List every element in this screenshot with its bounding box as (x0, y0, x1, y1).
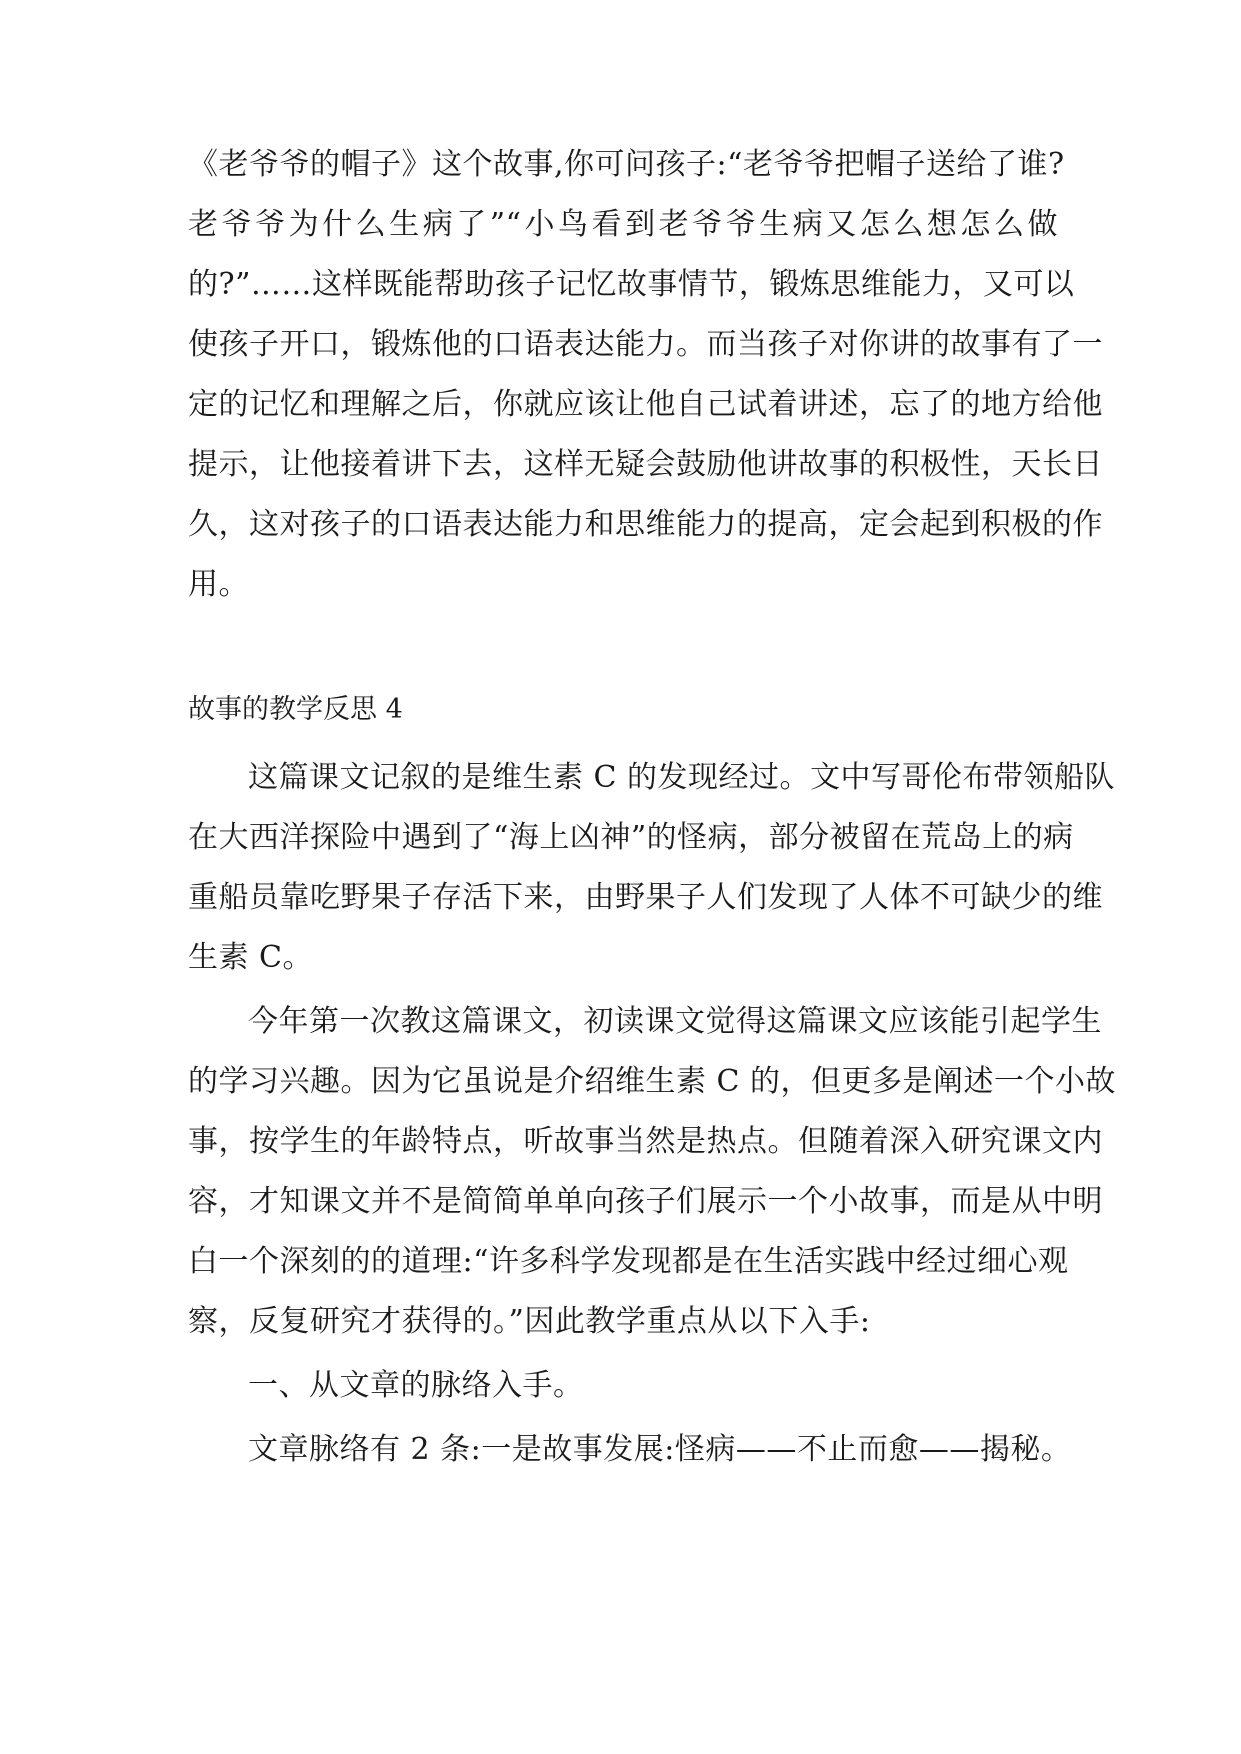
paragraph-2-line-4: 生素 C。 (188, 940, 313, 975)
paragraph-2-line-2: 在大西洋探险中遇到了“海上凶神”的怪病，部分被留在荒岛上的病 (188, 820, 1074, 855)
paragraph-4-line-1: 一、从文章的脉络入手。 (248, 1368, 584, 1403)
paragraph-3-line-3: 事，按学生的年龄特点，听故事当然是热点。但随着深入研究课文内 (188, 1124, 1103, 1159)
paragraph-3-line-5: 白一个深刻的的道理:“许多科学发现都是在生活实践中经过细心观 (188, 1244, 1069, 1279)
paragraph-3-line-1: 今年第一次教这篇课文，初读课文觉得这篇课文应该能引起学生 (248, 1004, 1102, 1039)
paragraph-1-line-1: 《老爷爷的帽子》这个故事,你可问孩子:“老爷爷把帽子送给了谁? (188, 147, 1065, 182)
paragraph-1-line-6: 提示，让他接着讲下去，这样无疑会鼓励他讲故事的积极性，天长日 (188, 447, 1103, 482)
paragraph-2-line-1: 这篇课文记叙的是维生素 C 的发现经过。文中写哥伦布带领船队 (248, 760, 1116, 795)
paragraph-1-line-8: 用。 (188, 567, 249, 602)
paragraph-3-line-4: 容，才知课文并不是简简单单向孩子们展示一个小故事，而是从中明 (188, 1184, 1103, 1219)
paragraph-2-line-3: 重船员靠吃野果子存活下来，由野果子人们发现了人体不可缺少的维 (188, 880, 1103, 915)
paragraph-1-line-2: 老爷爷为什么生病了”“小鸟看到老爷爷生病又怎么想怎么做 (188, 207, 1058, 242)
paragraph-1-line-7: 久，这对孩子的口语表达能力和思维能力的提高，定会起到积极的作 (188, 507, 1103, 542)
paragraph-1-line-4: 使孩子开口，锻炼他的口语表达能力。而当孩子对你讲的故事有了一 (188, 327, 1103, 362)
paragraph-5-line-1: 文章脉络有 2 条:一是故事发展:怪病——不止而愈——揭秘。 (248, 1432, 1072, 1467)
paragraph-1-line-3: 的?”……这样既能帮助孩子记忆故事情节，锻炼思维能力，又可以 (188, 267, 1075, 302)
paragraph-1-line-5: 定的记忆和理解之后，你就应该让他自己试着讲述，忘了的地方给他 (188, 387, 1103, 422)
section-heading: 故事的教学反思 4 (188, 694, 403, 725)
paragraph-3-line-2: 的学习兴趣。因为它虽说是介绍维生素 C 的，但更多是阐述一个小故 (188, 1064, 1117, 1099)
paragraph-3-line-6: 察，反复研究才获得的。”因此教学重点从以下入手: (188, 1304, 871, 1339)
